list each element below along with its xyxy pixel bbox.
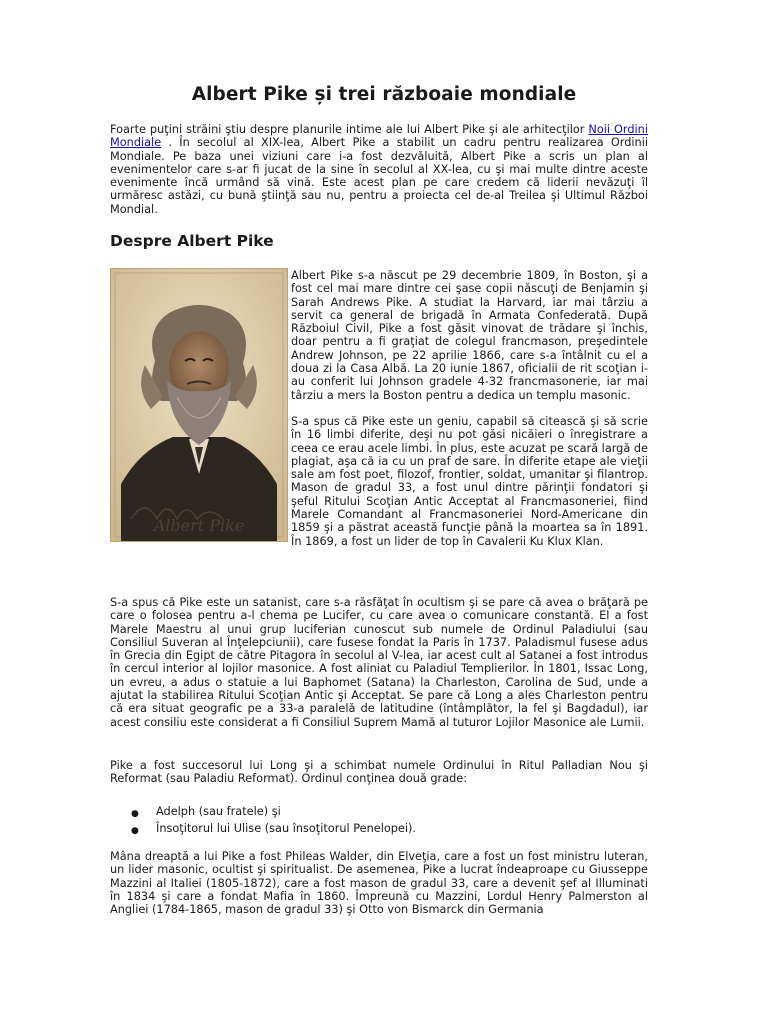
walder-paragraph: Mâna dreaptă a lui Pike a fost Phileas Walder, din Elveţia, care a fost un fost ministru luteran, un lider masonic, ocultist şi spiritualist. De asemenea, Pike a lucrat îndeaproape cu Giusseppe Mazzini al Italiei (1805-1872), care a fost mason de gradul 33, care a devenit şef al Illuminati în 1834 şi care a fondat Mafia în 1860. Împreună cu Mazzini, Lordul Henry Palmerston al Angliei (1784-1865, mason de gradul 33) şi Otto von Bismarck din Germania [110, 850, 648, 917]
bullet-icon: ● [131, 809, 139, 819]
successor-paragraph: Pike a fost succesorul lui Long şi a schimbat numele Ordinului în Ritul Palladian Nou şi Reformat (sau Paladiu Reformat). Ordinul conţinea două grade: [110, 759, 648, 786]
intro-text-before: Foarte puţini străini ştiu despre planurile intime ale lui Albert Pike şi ale arhitecţilor [110, 123, 589, 136]
bio-paragraph-2: S-a spus că Pike este un geniu, capabil să citească şi să scrie în 16 limbi diferite, deşi nu pot găsi nicăieri o înregistrare a ceea ce erau acele limbi. În plus, este acuzat pe scară largă de plagiat, aşa că ia cu un praf de sare. În diferite etape ale vieţii sale am fost poet, filozof, frontier, soldat, umanitar şi filantrop. Mason de gradul 33, a fost unul dintre părinţii fondatori şi şeful Ritului Scoţian Antic Acceptat al Francmasoneriei, fiind Marele Comandant al Francmasoneriei Nord-Americane din 1859 şi a păstrat această funcţie până la moartea sa în 1891. În 1869, a fost un lider de top în Cavalerii Ku Klux Klan. [291, 414, 648, 548]
grade-label: Însoţitorul lui Ulise (sau însoţitorul Penelopei). [156, 822, 417, 835]
satanist-paragraph: S-a spus că Pike este un satanist, care s-a răsfăţat în ocultism şi se pare că avea o brăţară pe care o folosea pentru a-l chema pe Lucifer, cu care avea o comunicare constantă. El a fost Marele Maestru al unui grup luciferian cunoscut sub numele de Ordinul Paladiului (sau Consiliul Suveran al Înţelepciunii), care fusese fondat la Paris în 1737. Paladismul fusese adus în Grecia din Egipt de către Pitagora în secolul al V-lea, iar acest cult al Satanei a fost introdus în cercul interior al lojilor masonice. A fost aliniat cu Paladiul Templierilor. În 1801, Issac Long, un evreu, a adus o statuie a lui Baphomet (Satana) la Charleston, Carolina de Sud, unde a ajutat la stabilirea Ritului Scoţian Antic şi Acceptat. Se pare că Long a ales Charleston pentru că era situat geografic pe a 33-a paralelă de latitudine (întâmplător, la fel şi Bagdadul), iar acest consiliu este considerat a fi Consiliul Suprem Mamă al tuturor Lojilor Masonice ale Lumii. [110, 596, 648, 729]
intro-text-after: . În secolul al XIX-lea, Albert Pike a stabilit un cadru pentru realizarea Ordinii Mondiale. Pe baza unei viziuni care i-a fost dezvăluită, Albert Pike a scris un plan al evenimentelor care s-ar fi jucat de la sine în secolul al XX-lea, cu şi mai multe dintre aceste evenimente încă urmând să vină. Este acest plan pe care credem că liderii nevăzuţi îl urmăresc astăzi, cu bună ştiinţă sau nu, pentru a proiecta cel de-al Treilea şi Ultimul Război Mondial. [110, 136, 648, 216]
grade-label: Adelph (sau fratele) şi [156, 805, 281, 818]
intro-paragraph [110, 123, 648, 216]
list-item [131, 803, 694, 820]
page-title: Albert Pike și trei războaie mondiale [191, 84, 577, 105]
list-item [131, 820, 694, 837]
grades-list [110, 803, 694, 837]
section-heading: Despre Albert Pike [110, 232, 274, 250]
new-world-order-link[interactable]: Noii Ordini Mondiale [110, 123, 648, 150]
bio-block [110, 269, 648, 548]
bio-paragraph-1: Albert Pike s-a născut pe 29 decembrie 1809, în Boston, şi a fost cel mai mare dintre cei şase copii născuţi de Benjamin şi Sarah Andrews Pike. A studiat la Harvard, iar mai târziu a servit ca general de brigadă în Armata Confederată. După Războiul Civil, Pike a fost găsit vinovat de trădare şi închis, doar pentru a fi graţiat de colegul francmason, preşedintele Andrew Johnson, pe 22 aprilie 1866, care s-a întâlnit cu el a doua zi la Casa Albă. La 20 iunie 1867, oficialii de rit scoţian i-au conferit lui Johnson gradele 4-32 francmasonerie, iar mai târziu a mers la Boston pentru a dedica un templu masonic. [291, 269, 648, 402]
bullet-icon: ● [131, 826, 139, 836]
portrait-signature: Albert Pike [153, 516, 245, 535]
